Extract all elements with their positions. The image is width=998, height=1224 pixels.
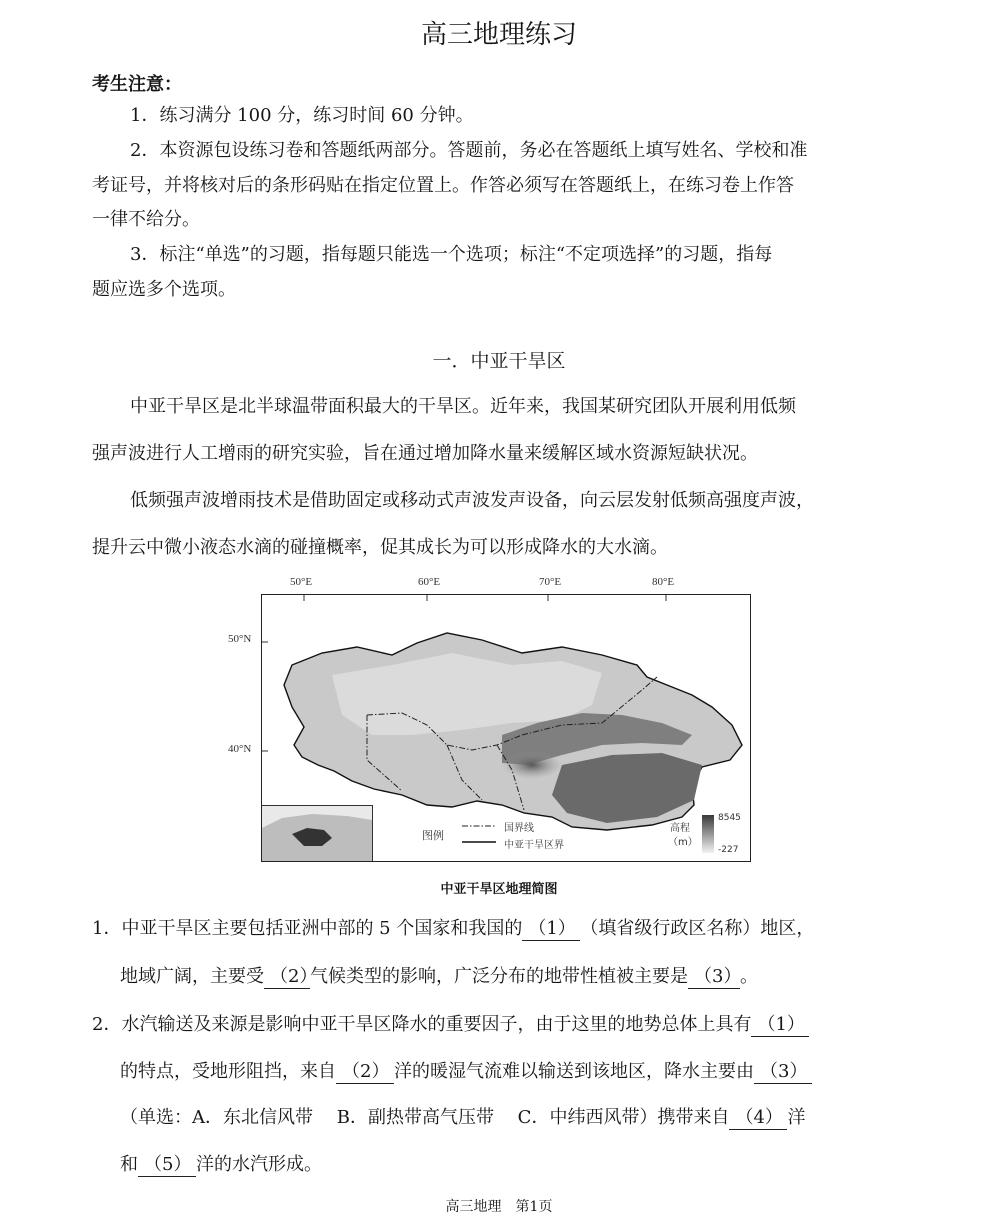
q2-text-c: 洋的暖湿气流难以输送到该地区，降水主要由 <box>394 1061 754 1082</box>
page-title: 高三地理练习 <box>420 20 577 50</box>
elevation-min: -227 <box>718 845 739 855</box>
notice-item-1: 1．练习满分 100 分，练习时间 60 分钟。 <box>130 105 474 126</box>
elevation-unit: （m） <box>668 837 698 848</box>
lon-label-60e: 60°E <box>418 576 441 588</box>
q1-blank-3: （3） <box>688 962 740 989</box>
legend-border-label: 国界线 <box>504 823 534 834</box>
notice-item-3-line-1: 3．标注“单选”的习题，指每题只能选一个选项；标注“不定项选择”的习题，指每 <box>130 244 773 265</box>
notice-item-3-line-2: 题应选多个选项。 <box>92 279 236 300</box>
q2-text-e: 洋 <box>787 1107 806 1128</box>
page-footer: 高三地理 第1页 <box>445 1199 553 1215</box>
lon-label-50e: 50°E <box>290 576 313 588</box>
notice-item-2-line-2: 考证号，并将核对后的条形码贴在指定位置上。作答必须写在答题纸上，在练习卷上作答 <box>92 175 794 196</box>
section-title: 一．中亚干旱区 <box>432 350 566 372</box>
elevation-max: 8545 <box>718 813 741 823</box>
section-para-1-line-2: 强声波进行人工增雨的研究实验，旨在通过增加降水量来缓解区域水资源短缺状况。 <box>92 443 758 464</box>
question-2-line-2 <box>120 1057 812 1084</box>
locator-inset-map <box>262 805 373 862</box>
q2-blank-4: （4） <box>729 1103 787 1130</box>
map-caption: 中亚干旱区地理简图 <box>440 882 558 897</box>
q1-text-d: 气候类型的影响，广泛分布的地带性植被主要是 <box>310 966 688 987</box>
notice-item-2-line-3: 一律不给分。 <box>92 209 200 230</box>
q2-text-b: 的特点，受地形阻挡，来自 <box>120 1061 336 1082</box>
legend-lines <box>460 820 500 850</box>
q1-text-b: （填省级行政区名称）地区， <box>580 918 815 939</box>
section-para-2-line-1: 低频强声波增雨技术是借助固定或移动式声波发声设备，向云层发射低频高强度声波， <box>130 490 814 511</box>
pamir-highland <box>502 751 562 779</box>
section-para-1-line-1: 中亚干旱区是北半球温带面积最大的干旱区。近年来，我国某研究团队开展利用低频 <box>130 396 796 417</box>
question-2-line-1 <box>92 1010 809 1037</box>
q1-text-a: 1．中亚干旱区主要包括亚洲中部的 5 个国家和我国的 <box>92 918 523 939</box>
question-1-line-1 <box>92 914 814 941</box>
q1-blank-1: （1） <box>522 914 580 941</box>
lat-label-40n: 40°N <box>228 743 252 755</box>
q2-blank-1: （1） <box>751 1010 809 1037</box>
lat-label-50n: 50°N <box>228 633 252 645</box>
q2-text-g: 洋的水汽形成。 <box>196 1154 322 1175</box>
elevation-label: 高程 <box>670 823 690 834</box>
q2-text-f: 和 <box>120 1154 138 1175</box>
lon-label-70e: 70°E <box>539 576 562 588</box>
lon-label-80e: 80°E <box>652 576 675 588</box>
q2-blank-5: （5） <box>138 1150 196 1177</box>
question-2-line-3 <box>120 1103 805 1130</box>
notice-item-2-line-1: 2．本资源包设练习卷和答题纸两部分。答题前，务必在答题纸上填写姓名、学校和准 <box>130 140 808 161</box>
q1-blank-2: （2） <box>264 962 310 989</box>
central-asia-map <box>261 594 751 862</box>
q2-text-a: 2．水汽输送及来源是影响中亚干旱区降水的重要因子，由于这里的地势总体上具有 <box>92 1014 752 1035</box>
q2-blank-2: （2） <box>336 1057 394 1084</box>
inset-graphic <box>262 806 372 862</box>
q2-text-d: （单选：A．东北信风带 B．副热带高气压带 C．中纬西风带）携带来自 <box>120 1107 730 1128</box>
legend-arid-label: 中亚干旱区界 <box>504 840 564 851</box>
question-2-line-4 <box>120 1150 322 1177</box>
elevation-colorbar <box>702 815 714 853</box>
question-1-line-2 <box>120 962 758 989</box>
q1-text-e: 。 <box>740 966 758 987</box>
section-para-2-line-2: 提升云中微小液态水滴的碰撞概率，促其成长为可以形成降水的大水滴。 <box>92 537 668 558</box>
q1-text-c: 地域广阔，主要受 <box>120 966 264 987</box>
legend-title: 图例 <box>422 829 444 842</box>
q2-blank-3: （3） <box>754 1057 812 1084</box>
notice-heading: 考生注意： <box>92 74 182 95</box>
